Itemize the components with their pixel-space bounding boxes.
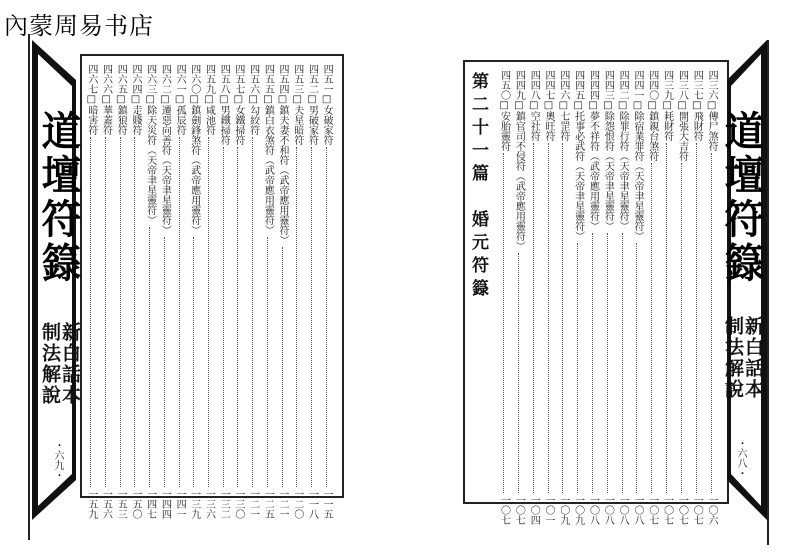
toc-entry-note: （天帝聿星靈符） (617, 151, 629, 231)
toc-entry-page: 一二五 (262, 489, 274, 519)
toc-entry-title (691, 70, 702, 141)
toc-entry-title (262, 64, 273, 235)
toc-entry-page: 一三九 (188, 489, 200, 519)
toc-entry-number: 四四二 (617, 70, 629, 100)
toc-entry-name: 除天災符 (144, 105, 156, 145)
toc-entry-name: 耗財符 (661, 111, 673, 141)
toc-entry (513, 70, 524, 525)
chapter-heading: 第二十一篇 婚元符籙 (468, 72, 488, 302)
toc-entry (101, 64, 112, 519)
toc-entry-name: 暗害符 (85, 105, 97, 135)
toc-entry-page: 一〇四 (528, 495, 540, 525)
toc-entry-note: （武帝應用靈符） (587, 151, 599, 231)
left-book-title: 道壇符籙 (35, 110, 82, 286)
toc-leader-dots (696, 143, 698, 493)
toc-entry-page: 一〇八 (617, 495, 629, 525)
entry-box-mark: □ (691, 100, 703, 111)
entry-box-mark: □ (115, 94, 127, 105)
toc-entry-number: 四四五 (572, 70, 584, 100)
toc-entry-note: （武帝應用靈符） (513, 171, 525, 251)
toc-entry (691, 70, 702, 525)
toc-leader-dots (223, 147, 225, 487)
toc-entry-page: 一三〇 (232, 489, 244, 519)
toc-entry (647, 70, 658, 525)
toc-entry-name: 孤辰符 (174, 105, 186, 135)
toc-entry-name: 女破家符 (321, 105, 333, 145)
toc-entry (499, 70, 510, 525)
toc-entry-number: 四六二 (159, 64, 171, 94)
right-book-title: 道壇符籙 (718, 110, 765, 286)
entry-box-mark: □ (159, 94, 171, 105)
toc-entry-title (602, 70, 613, 231)
toc-entry (543, 70, 554, 525)
toc-leader-dots (311, 147, 313, 487)
toc-entry (115, 64, 126, 519)
toc-entry-name: 鎮狼符 (115, 105, 127, 135)
toc-entry-number: 四六〇 (188, 64, 200, 94)
entry-box-mark: □ (528, 100, 540, 111)
toc-entry-page: 一〇八 (631, 495, 643, 525)
entry-box-mark: □ (188, 94, 200, 105)
toc-entry-title (248, 64, 259, 135)
toc-entry-name: 空社符 (528, 111, 540, 141)
toc-entry-page: 一五三 (115, 489, 127, 519)
toc-entry-name: 鎮劍鋒煞符 (188, 105, 200, 155)
toc-entry-title (233, 64, 244, 145)
toc-entry (204, 64, 215, 519)
toc-entry (248, 64, 259, 519)
toc-entry-page: 一〇八 (602, 495, 614, 525)
toc-entry-title (543, 70, 554, 141)
toc-entry-number: 四四六 (557, 70, 569, 100)
toc-entry (573, 70, 584, 525)
toc-entry-name: 安胎靈符 (498, 111, 510, 151)
toc-entry (706, 70, 717, 525)
toc-entry-number: 四六三 (144, 64, 156, 94)
toc-entry-title (130, 64, 141, 135)
entry-box-mark: □ (617, 100, 629, 111)
toc-entry-name: 鎮白衣煞符 (262, 105, 274, 155)
toc-entry (602, 70, 613, 525)
toc-entry (632, 70, 643, 525)
toc-entry-note: （天帝聿星靈符） (144, 145, 156, 225)
toc-entry (306, 64, 317, 519)
toc-entry-page: 一二〇 (291, 489, 303, 519)
entry-box-mark: □ (587, 100, 599, 111)
toc-leader-dots (711, 153, 713, 493)
toc-leader-dots (518, 253, 520, 493)
toc-entry-page: 一二一 (247, 489, 259, 519)
toc-entry-name: 鎮夫妻不和符 (277, 105, 289, 165)
toc-entry-title (204, 64, 215, 135)
toc-leader-dots (164, 237, 166, 487)
toc-entry-name: 除宿業罪符 (631, 111, 643, 161)
toc-entry-note: （武帝應用靈符） (277, 165, 289, 245)
toc-entry-note: （武帝應用靈符） (188, 155, 200, 235)
toc-leader-dots (149, 227, 151, 487)
right-title-spine (718, 40, 767, 540)
toc-entry (174, 64, 185, 519)
toc-entry-page: 一〇七 (691, 495, 703, 525)
toc-entry-number: 四四四 (587, 70, 599, 100)
left-toc-list (84, 64, 334, 524)
toc-entry (321, 64, 332, 519)
toc-entry (189, 64, 200, 519)
toc-entry-title (101, 64, 112, 135)
toc-entry-number: 四三七 (691, 70, 703, 100)
toc-entry-number: 四四三 (602, 70, 614, 100)
toc-entry-name: 華蓋符 (100, 105, 112, 135)
toc-entry-page: 一〇七 (676, 495, 688, 525)
toc-entry-number: 四三九 (661, 70, 673, 100)
toc-leader-dots (326, 147, 328, 487)
toc-entry-page: 一〇八 (587, 495, 599, 525)
toc-entry-number: 四六五 (115, 64, 127, 94)
toc-entry-note: （天帝聿星靈符） (159, 155, 171, 235)
watermark-text: 內蒙周易书店 (4, 12, 154, 40)
toc-entry-name: 鎮官司不侵符 (513, 111, 525, 171)
toc-entry-title (617, 70, 628, 231)
toc-leader-dots (90, 137, 92, 487)
toc-leader-dots (503, 153, 505, 493)
toc-entry-name: 除罪行符 (617, 111, 629, 151)
toc-leader-dots (607, 233, 609, 493)
toc-entry-title (189, 64, 200, 235)
toc-entry-page: 一四一 (174, 489, 186, 519)
toc-entry (528, 70, 539, 525)
left-subtitle-1: 新白話本 (59, 322, 81, 406)
entry-box-mark: □ (232, 94, 244, 105)
toc-entry-name: 勾絞符 (247, 105, 259, 135)
toc-entry-title (588, 70, 599, 231)
right-toc-list (467, 70, 719, 530)
entry-box-mark: □ (513, 100, 525, 111)
toc-entry (159, 64, 170, 519)
toc-leader-dots (237, 147, 239, 487)
toc-leader-dots (592, 233, 594, 493)
entry-box-mark: □ (646, 100, 658, 111)
toc-entry-page: 一〇七 (498, 495, 510, 525)
entry-box-mark: □ (174, 94, 186, 105)
toc-entry (277, 64, 288, 519)
toc-entry-title (292, 64, 303, 145)
toc-entry (130, 64, 141, 519)
entry-box-mark: □ (661, 100, 673, 111)
entry-box-mark: □ (203, 94, 215, 105)
toc-entry-page: 一一五 (321, 489, 333, 519)
toc-leader-dots (681, 163, 683, 493)
toc-entry (588, 70, 599, 525)
toc-entry-number: 四五八 (218, 64, 230, 94)
toc-leader-dots (179, 137, 181, 487)
toc-entry-page: 一〇七 (661, 495, 673, 525)
toc-entry-name: 托事必武符 (572, 111, 584, 161)
toc-entry (617, 70, 628, 525)
toc-leader-dots (282, 247, 284, 487)
toc-leader-dots (651, 163, 653, 493)
toc-leader-dots (622, 233, 624, 493)
toc-leader-dots (577, 243, 579, 493)
toc-entry-page: 一一八 (306, 489, 318, 519)
toc-entry-title (499, 70, 510, 151)
entry-box-mark: □ (706, 100, 718, 111)
toc-leader-dots (193, 237, 195, 487)
toc-entry-number: 四四九 (513, 70, 525, 100)
toc-entry-page: 一五〇 (129, 489, 141, 519)
toc-entry-title (676, 70, 687, 161)
toc-leader-dots (252, 137, 254, 487)
entry-box-mark: □ (676, 100, 688, 111)
toc-entry-number: 四五二 (306, 64, 318, 94)
toc-entry-number: 四五一 (321, 64, 333, 94)
toc-leader-dots (666, 143, 668, 493)
toc-leader-dots (548, 143, 550, 493)
toc-entry-page: 一〇六 (706, 495, 718, 525)
toc-entry-note: （天帝聿星靈符） (572, 161, 584, 241)
toc-entry-number: 四四一 (631, 70, 643, 100)
toc-entry-page: 一四四 (159, 489, 171, 519)
toc-entry-name: 男破家符 (306, 105, 318, 145)
toc-leader-dots (105, 137, 107, 487)
toc-entry-title (558, 70, 569, 141)
toc-entry-number: 四五三 (291, 64, 303, 94)
toc-entry-title (306, 64, 317, 145)
entry-box-mark: □ (498, 100, 510, 111)
toc-entry (86, 64, 97, 519)
toc-entry-title (662, 70, 673, 141)
toc-entry-page: 一〇九 (557, 495, 569, 525)
toc-entry-name: 傳尸煞符 (706, 111, 718, 151)
toc-entry-name: 鎮親台煞符 (646, 111, 658, 161)
left-title-spine (32, 40, 84, 530)
toc-entry-title (513, 70, 524, 251)
toc-entry-note: （天帝聿星靈符） (631, 161, 643, 241)
toc-entry-title (277, 64, 288, 245)
toc-entry-page: 一〇七 (646, 495, 658, 525)
toc-entry-title (321, 64, 332, 145)
toc-entry-number: 四六四 (129, 64, 141, 94)
toc-entry-number: 四四八 (528, 70, 540, 100)
left-page-number: ・六九・ (52, 440, 63, 480)
toc-entry (558, 70, 569, 525)
toc-entry-title (218, 64, 229, 145)
toc-entry-page: 一四七 (144, 489, 156, 519)
toc-entry-page: 一三二 (218, 489, 230, 519)
toc-leader-dots (267, 237, 269, 487)
entry-box-mark: □ (277, 94, 289, 105)
toc-entry (218, 64, 229, 519)
toc-entry-title (573, 70, 584, 241)
toc-entry-note: （天帝聿星靈符） (602, 151, 614, 231)
toc-entry-number: 四四〇 (646, 70, 658, 100)
toc-entry-page: 一〇九 (572, 495, 584, 525)
toc-entry-title (174, 64, 185, 135)
toc-entry-title (528, 70, 539, 141)
toc-entry-name: 夫星暗符 (291, 105, 303, 145)
toc-leader-dots (562, 143, 564, 493)
toc-entry-note: （武帝應用靈符） (262, 155, 274, 235)
entry-box-mark: □ (557, 100, 569, 111)
left-subtitle-2: 制法解說 (39, 322, 61, 406)
entry-box-mark: □ (631, 100, 643, 111)
toc-entry-title (86, 64, 97, 135)
toc-entry (262, 64, 273, 519)
toc-entry-name: 飛財符 (691, 111, 703, 141)
right-subtitle-2: 制法解說 (722, 316, 744, 400)
toc-entry-number: 四五七 (232, 64, 244, 94)
toc-entry-name: 遷惡向善符 (159, 105, 171, 155)
toc-entry-number: 四五六 (247, 64, 259, 94)
toc-entry-page: 一〇一 (543, 495, 555, 525)
right-page (461, 40, 769, 545)
toc-entry-number: 四五四 (277, 64, 289, 94)
entry-box-mark: □ (85, 94, 97, 105)
toc-entry-name: 七罡符 (557, 111, 569, 141)
toc-entry-title (706, 70, 717, 151)
entry-box-mark: □ (572, 100, 584, 111)
toc-entry-page: 一三六 (203, 489, 215, 519)
toc-entry-number: 四五〇 (498, 70, 510, 100)
toc-entry-name: 開張大吉符 (676, 111, 688, 161)
toc-leader-dots (208, 137, 210, 487)
entry-box-mark: □ (602, 100, 614, 111)
toc-entry-number: 四三八 (676, 70, 688, 100)
toc-entry-number: 四五五 (262, 64, 274, 94)
toc-leader-dots (296, 147, 298, 487)
entry-box-mark: □ (144, 94, 156, 105)
entry-box-mark: □ (291, 94, 303, 105)
toc-entry-name: 奧旺符 (543, 111, 555, 141)
entry-box-mark: □ (543, 100, 555, 111)
toc-entry-page: 一二一 (277, 489, 289, 519)
entry-box-mark: □ (262, 94, 274, 105)
right-subtitle-1: 新白話本 (742, 316, 764, 400)
toc-entry-number: 四六七 (85, 64, 97, 94)
toc-leader-dots (120, 137, 122, 487)
entry-box-mark: □ (100, 94, 112, 105)
entry-box-mark: □ (321, 94, 333, 105)
toc-entry (233, 64, 244, 519)
toc-entry-title (145, 64, 156, 225)
toc-leader-dots (134, 137, 136, 487)
toc-entry-name: 除怨恨符 (602, 111, 614, 151)
toc-entry (676, 70, 687, 525)
toc-entry (662, 70, 673, 525)
toc-entry-title (632, 70, 643, 241)
toc-entry-title (647, 70, 658, 161)
toc-entry-page: 一五六 (100, 489, 112, 519)
entry-box-mark: □ (306, 94, 318, 105)
toc-entry-number: 四六一 (174, 64, 186, 94)
toc-entry-page: 一〇七 (513, 495, 525, 525)
toc-entry-title (115, 64, 126, 135)
entry-box-mark: □ (129, 94, 141, 105)
toc-entry-name: 走賤符 (129, 105, 141, 135)
right-page-number: ・六八・ (735, 438, 746, 478)
toc-entry (292, 64, 303, 519)
entry-box-mark: □ (218, 94, 230, 105)
toc-entry-number: 四三六 (706, 70, 718, 100)
toc-entry-name: 咸池符 (203, 105, 215, 135)
entry-box-mark: □ (247, 94, 259, 105)
toc-entry-title (159, 64, 170, 235)
toc-entry-name: 男鐵掃符 (218, 105, 230, 145)
left-page (28, 34, 358, 540)
toc-leader-dots (533, 143, 535, 493)
toc-entry-number: 四五九 (203, 64, 215, 94)
toc-entry-page: 一五九 (85, 489, 97, 519)
toc-entry-name: 女鐵掃符 (232, 105, 244, 145)
toc-entry-number: 四六六 (100, 64, 112, 94)
toc-entry (145, 64, 156, 519)
toc-leader-dots (636, 243, 638, 493)
toc-entry-number: 四四七 (543, 70, 555, 100)
toc-entry-name: 夢不祥符 (587, 111, 599, 151)
